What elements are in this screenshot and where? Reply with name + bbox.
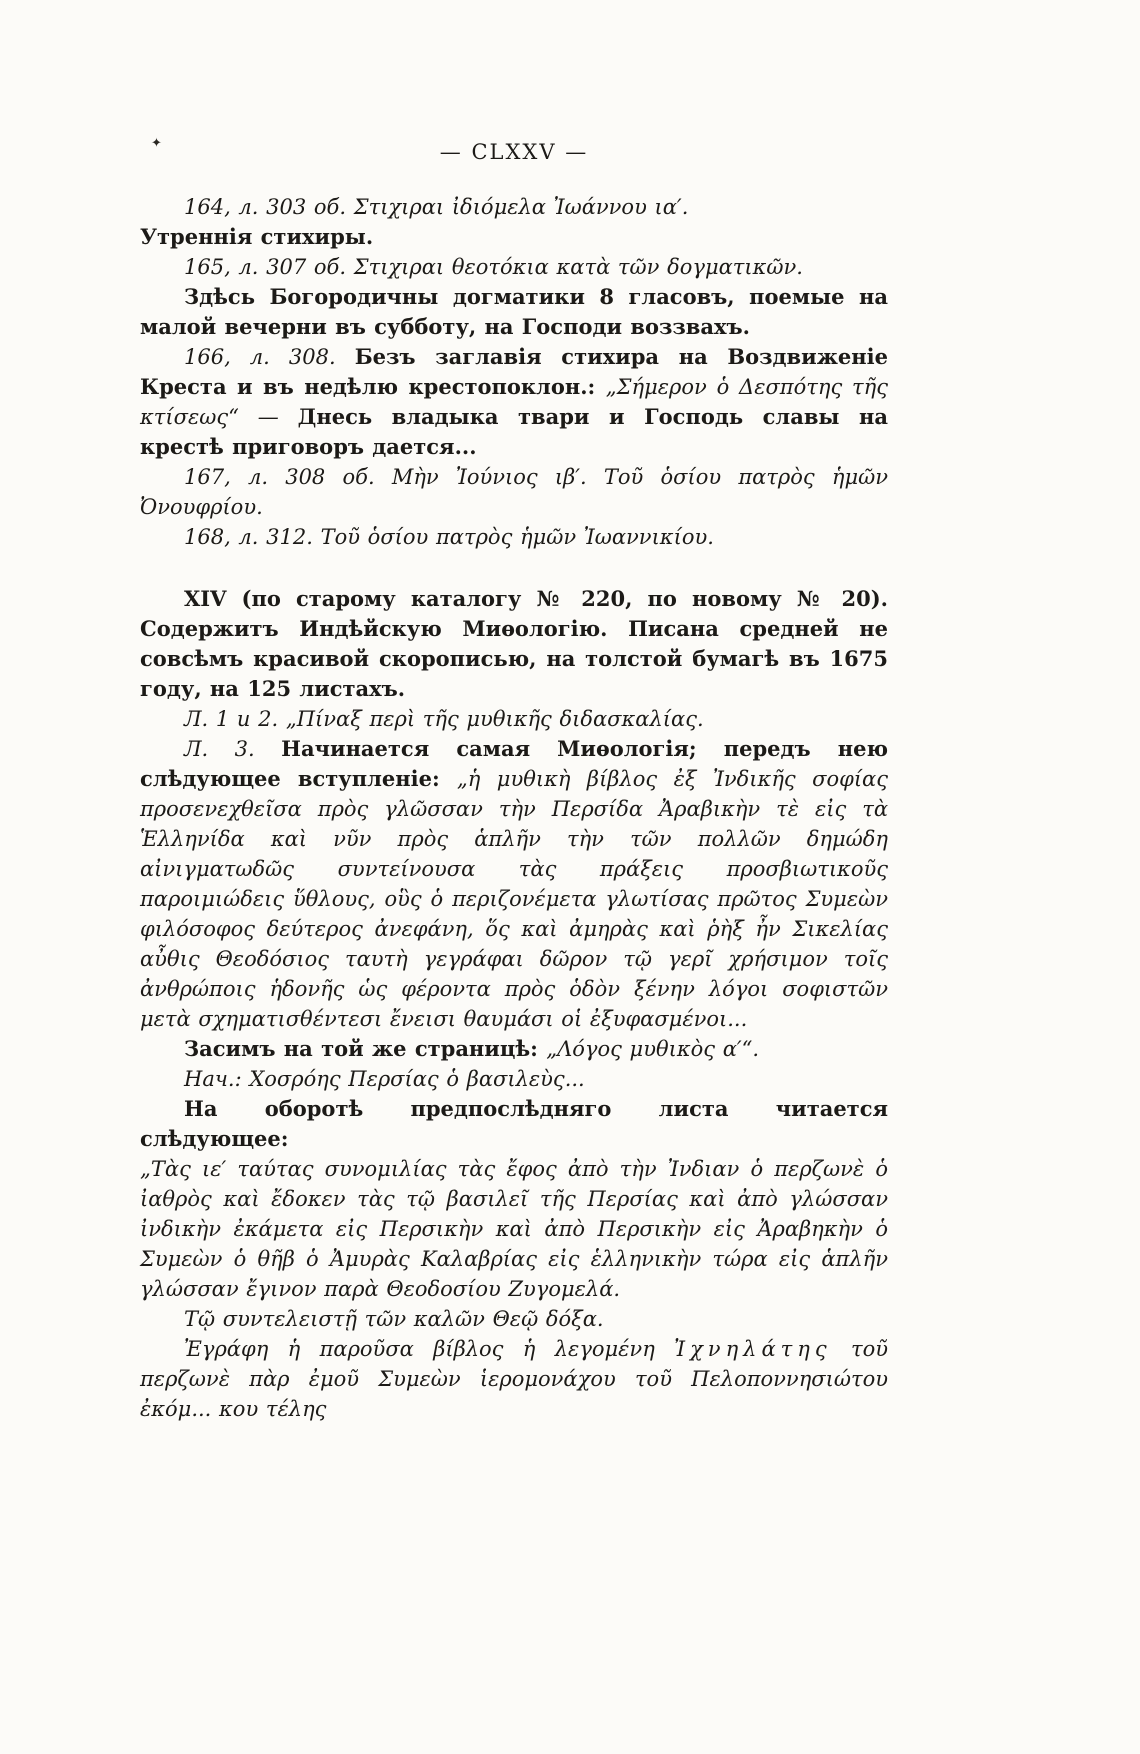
paragraph — [140, 252, 888, 282]
text-segment: τοῦ περζωνὲ πὰρ ἐμοῦ Συμεὼν ἱερομονάχου τοῦ Πελοποννησιώτου ἐκόμ... κου τέλης — [140, 1337, 888, 1421]
text-segment: Л. 3. — [184, 737, 282, 761]
text-segment: „ἡ μυθικὴ βίβλος ἐξ Ἰνδικῆς σοφίας προσενεχθεῖσα πρὸς γλῶσσαν τὴν Περσίδα Ἀραβικὴν τὲ εἰς τὰ Ἑλληνίδα καὶ νῦν πρὸς ἁπλῆν τὴν τῶν πολλῶν δημώδη αἰνιγματωδῶς συντείνουσα τὰς πράξεις προσβιωτικοῦς παροιμιώδεις ὕθλους, οὓς ὁ περιζονέμετα γλωτίσας πρῶτος Συμεὼν φιλόσοφος δεύτερος ἀνεφάνη, ὅς καὶ ἀμηρὰς καὶ ῥὴξ ἦν Σικελίας αὖθις Θεοδόσιος ταυτὴ γεγράφαι δῶρον τῷ γερῖ χρήσιμον τοῖς ἀνθρώποις ἡδονῆς ὡς φέροντα πρὸς ὁδὸν ξένην λόγοι σοφιστῶν μετὰ σχηματισθέντεσι ἔνεισι θαυμάσι οἱ ἐξυφασμένοι... — [140, 767, 889, 1031]
text-segment: Нач.: Χοσρόης Περσίας ὁ βασιλεὺς... — [184, 1067, 585, 1091]
text-segment: 166, л. 308. — [184, 345, 355, 369]
paragraph — [140, 1064, 888, 1094]
paragraph — [140, 342, 888, 462]
text-segment: На оборотѣ предпослѣдняго листа читается слѣдующее: — [140, 1096, 888, 1151]
text-segment: 167, л. 308 об. Μὴν Ἰούνιος ιβ′. Τοῦ ὁσίου πατρὸς ἡμῶν Ὀνουφρίου. — [140, 465, 888, 519]
page-content — [140, 140, 888, 1424]
paragraph — [140, 282, 888, 342]
text-segment: 165, л. 307 об. Στιχιραι θεοτόκια κατὰ τῶν δογματικῶν. — [184, 255, 803, 279]
text-segment: „Λόγος μυθικὸς α′“. — [546, 1037, 760, 1061]
text-segment: Днесь владыка твари и Господь славы на крестѣ приговоръ дается... — [140, 404, 888, 459]
paragraph — [140, 1154, 888, 1304]
text-segment: Безъ заглавія стихира на Воздвиженіе Креста и въ недѣлю крестопоклон.: — [140, 344, 888, 399]
paragraph — [140, 522, 888, 552]
text-segment: 168, л. 312. Τοῦ ὁσίου πατρὸς ἡμῶν Ἰωαννικίου. — [184, 525, 714, 549]
paragraph-list — [140, 192, 888, 1424]
paragraph — [140, 192, 888, 222]
text-segment: Ἐγράφη ἡ παροῦσα βίβλος ἡ λεγομένη — [184, 1337, 675, 1361]
text-segment: Утреннія стихиры. — [140, 224, 374, 249]
text-segment: „Σήμερον ὁ Δεσπότης τῆς κτίσεως“ — — [140, 375, 888, 429]
paragraph — [140, 1304, 888, 1334]
text-segment: 164, л. 303 об. Στιχιραι ἰδιόμελα Ἰωάννου ια′. — [184, 195, 689, 219]
paragraph — [140, 222, 888, 252]
text-segment: Ἰχνηλάτης — [674, 1337, 832, 1361]
ink-mark: ✦ — [151, 136, 162, 151]
page-number: — CLXXV — — [439, 140, 589, 164]
text-segment: Здѣсь Богородичны догматики 8 гласовъ, поемые на малой вечерни въ субботу, на Господи воззвахъ. — [140, 284, 888, 339]
paragraph — [140, 1034, 888, 1064]
paragraph — [140, 584, 888, 704]
paragraph — [140, 1334, 888, 1424]
paragraph — [140, 462, 888, 522]
paragraph — [140, 1094, 888, 1154]
text-segment: Засимъ на той же страницѣ: — [184, 1036, 547, 1061]
paragraph — [140, 704, 888, 734]
text-segment: Л. 1 и 2. „Πίναξ περὶ τῆς μυθικῆς διδασκαλίας. — [184, 707, 704, 731]
text-segment: Начинается самая Миѳологія; передъ нею слѣдующее вступленіе: — [140, 736, 888, 791]
text-segment: XIV (по старому каталогу № 220, по новому № 20). Содержитъ Индѣйскую Миѳологію. Писана средней не совсѣмъ красивой скорописью, на толстой бумагѣ въ 1675 году, на 125 листахъ. — [140, 586, 888, 701]
text-segment: Τῷ συντελειστῇ τῶν καλῶν Θεῷ δόξα. — [184, 1307, 604, 1331]
paragraph — [140, 734, 888, 1034]
text-segment: „Τὰς ιε′ ταύτας συνομιλίας τὰς ἔφος ἀπὸ τὴν Ἰνδιαν ὁ περζωνὲ ὁ ἰαθρὸς καὶ ἔδοκεν τὰς τῷ βασιλεῖ τῆς Περσίας καὶ ἀπὸ γλώσσαν ἰνδικὴν ἐκάμετα εἰς Περσικὴν καὶ ἀπὸ Περσικὴν εἰς Ἀραβηκὴν ὁ Συμεὼν ὁ θῆβ ὁ Ἀμυρὰς Καλαβρίας εἰς ἑλληνικὴν τώρα εἰς ἁπλῆν γλώσσαν ἔγινον παρὰ Θεοδοσίου Ζυγομελά. — [140, 1157, 888, 1301]
